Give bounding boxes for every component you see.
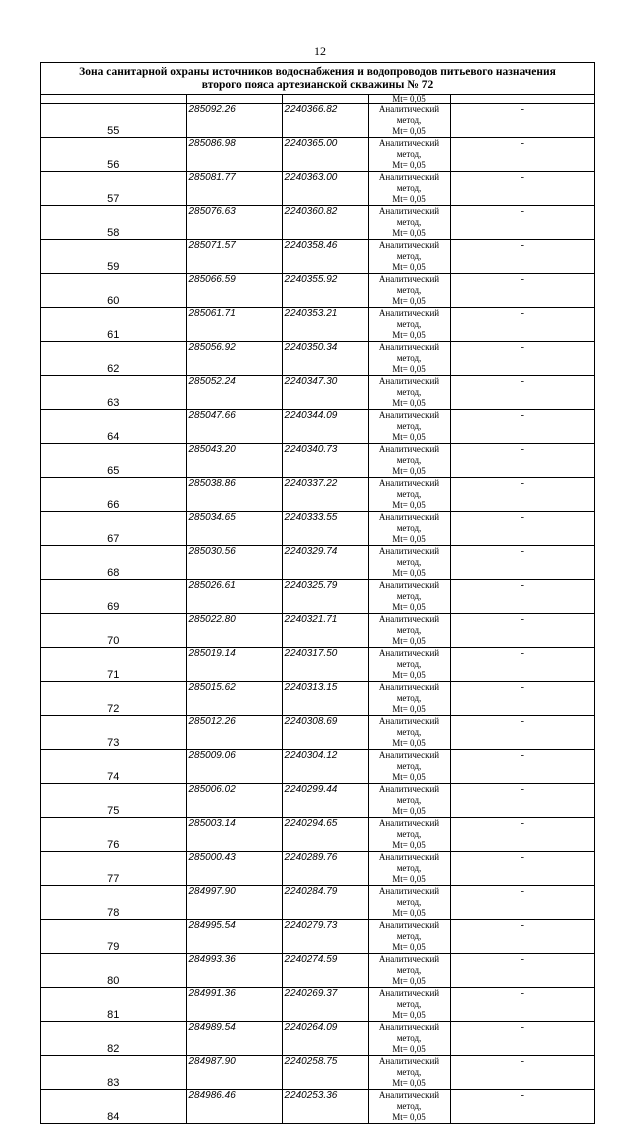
coord-y: 2240284.79 <box>282 886 368 920</box>
method-label: Аналитический метод, <box>378 920 440 941</box>
coord-x: 285022.80 <box>186 614 282 648</box>
table-title <box>41 63 594 95</box>
extra-cell: - <box>450 580 594 614</box>
table-row <box>41 274 594 308</box>
method-cell <box>368 512 450 546</box>
accuracy-value: Mt= 0,05 <box>392 670 426 680</box>
coord-x: 285066.59 <box>186 274 282 308</box>
table-row <box>41 784 594 818</box>
method-cell <box>368 682 450 716</box>
method-cell <box>368 410 450 444</box>
extra-cell: - <box>450 478 594 512</box>
extra-cell: - <box>450 1022 594 1056</box>
method-cell <box>368 478 450 512</box>
extra-cell: - <box>450 988 594 1022</box>
extra-cell: - <box>450 512 594 546</box>
method-cell <box>368 784 450 818</box>
extra-cell: - <box>450 648 594 682</box>
point-number: 79 <box>41 920 186 954</box>
coord-y: 2240289.76 <box>282 852 368 886</box>
point-number: 59 <box>41 240 186 274</box>
method-label: Аналитический метод, <box>378 750 440 771</box>
point-number: 66 <box>41 478 186 512</box>
coord-x: 285026.61 <box>186 580 282 614</box>
point-number: 64 <box>41 410 186 444</box>
table-row <box>41 342 594 376</box>
method-label: Аналитический метод, <box>378 580 440 601</box>
coord-y: 2240313.15 <box>282 682 368 716</box>
coord-y: 2240329.74 <box>282 546 368 580</box>
point-number: 65 <box>41 444 186 478</box>
extra-cell: - <box>450 954 594 988</box>
coord-y: 2240365.00 <box>282 138 368 172</box>
method-label: Аналитический метод, <box>378 478 440 499</box>
extra-cell: - <box>450 206 594 240</box>
coord-x: 284997.90 <box>186 886 282 920</box>
table-row <box>41 580 594 614</box>
extra-cell: - <box>450 852 594 886</box>
extra-cell: - <box>450 1056 594 1090</box>
title-line-1: Зона санитарной охраны источников водоснабжения и водопроводов питьевого назначения <box>79 66 556 78</box>
coord-x: 284991.36 <box>186 988 282 1022</box>
accuracy-value: Mt= 0,05 <box>392 840 426 850</box>
accuracy-value: Mt= 0,05 <box>392 908 426 918</box>
coord-y: 2240279.73 <box>282 920 368 954</box>
point-number: 72 <box>41 682 186 716</box>
coord-y: 2240355.92 <box>282 274 368 308</box>
table-row <box>41 954 594 988</box>
table-row <box>41 886 594 920</box>
accuracy-value: Mt= 0,05 <box>392 772 426 782</box>
coord-x: 284995.54 <box>186 920 282 954</box>
accuracy-value: Mt= 0,05 <box>392 398 426 408</box>
accuracy-value: Mt= 0,05 <box>392 1078 426 1088</box>
method-cell <box>368 1022 450 1056</box>
extra-cell: - <box>450 240 594 274</box>
cell-num <box>41 95 186 104</box>
method-label: Аналитический метод, <box>378 172 440 193</box>
extra-cell: - <box>450 274 594 308</box>
point-number: 63 <box>41 376 186 410</box>
coord-y: 2240321.71 <box>282 614 368 648</box>
method-cell <box>368 954 450 988</box>
point-number: 73 <box>41 716 186 750</box>
accuracy-value: Mt= 0,05 <box>392 636 426 646</box>
table-row <box>41 852 594 886</box>
method-label: Аналитический метод, <box>378 886 440 907</box>
point-number: 82 <box>41 1022 186 1056</box>
table-row <box>41 818 594 852</box>
coord-x: 285006.02 <box>186 784 282 818</box>
coord-x: 285015.62 <box>186 682 282 716</box>
coord-x: 284993.36 <box>186 954 282 988</box>
cell-y <box>282 95 368 104</box>
extra-cell: - <box>450 920 594 954</box>
method-cell <box>368 308 450 342</box>
method-cell <box>368 580 450 614</box>
point-number: 68 <box>41 546 186 580</box>
accuracy-value: Mt= 0,05 <box>392 1010 426 1020</box>
accuracy-value: Mt= 0,05 <box>392 432 426 442</box>
accuracy-value: Mt= 0,05 <box>392 1112 426 1122</box>
coord-y: 2240340.73 <box>282 444 368 478</box>
coord-y: 2240274.59 <box>282 954 368 988</box>
method-label: Аналитический метод, <box>378 104 440 125</box>
table-row <box>41 172 594 206</box>
coord-y: 2240344.09 <box>282 410 368 444</box>
extra-cell: - <box>450 138 594 172</box>
point-number: 80 <box>41 954 186 988</box>
point-number: 78 <box>41 886 186 920</box>
coord-x: 285003.14 <box>186 818 282 852</box>
cell-method: Mt= 0,05 <box>368 95 450 104</box>
point-number: 71 <box>41 648 186 682</box>
coord-x: 285056.92 <box>186 342 282 376</box>
method-cell <box>368 614 450 648</box>
coord-x: 285009.06 <box>186 750 282 784</box>
point-number: 83 <box>41 1056 186 1090</box>
table-row <box>41 988 594 1022</box>
table-row <box>41 512 594 546</box>
point-number: 58 <box>41 206 186 240</box>
method-cell <box>368 444 450 478</box>
point-number: 84 <box>41 1090 186 1124</box>
point-number: 60 <box>41 274 186 308</box>
table-row <box>41 920 594 954</box>
method-cell <box>368 104 450 138</box>
coord-y: 2240269.37 <box>282 988 368 1022</box>
coord-x: 285086.98 <box>186 138 282 172</box>
extra-cell: - <box>450 682 594 716</box>
coord-x: 285043.20 <box>186 444 282 478</box>
table-row <box>41 444 594 478</box>
method-cell <box>368 920 450 954</box>
table-row <box>41 240 594 274</box>
method-cell <box>368 546 450 580</box>
method-label: Аналитический метод, <box>378 240 440 261</box>
coord-y: 2240264.09 <box>282 1022 368 1056</box>
method-label: Аналитический метод, <box>378 342 440 363</box>
coord-x: 285071.57 <box>186 240 282 274</box>
method-label: Аналитический метод, <box>378 682 440 703</box>
coord-x: 285047.66 <box>186 410 282 444</box>
coord-x: 285000.43 <box>186 852 282 886</box>
method-cell <box>368 852 450 886</box>
method-label: Аналитический метод, <box>378 410 440 431</box>
method-label: Аналитический метод, <box>378 954 440 975</box>
method-cell <box>368 648 450 682</box>
method-label: Аналитический метод, <box>378 206 440 227</box>
point-number: 61 <box>41 308 186 342</box>
point-number: 75 <box>41 784 186 818</box>
accuracy-value: Mt= 0,05 <box>392 330 426 340</box>
extra-cell: - <box>450 716 594 750</box>
coord-x: 285019.14 <box>186 648 282 682</box>
coord-x: 285061.71 <box>186 308 282 342</box>
accuracy-value: Mt= 0,05 <box>392 466 426 476</box>
table-row <box>41 1022 594 1056</box>
accuracy-value: Mt= 0,05 <box>392 568 426 578</box>
method-label: Аналитический метод, <box>378 376 440 397</box>
method-label: Аналитический метод, <box>378 546 440 567</box>
accuracy-value: Mt= 0,05 <box>392 806 426 816</box>
coord-y: 2240325.79 <box>282 580 368 614</box>
accuracy-value: Mt= 0,05 <box>392 942 426 952</box>
coord-y: 2240337.22 <box>282 478 368 512</box>
accuracy-value: Mt= 0,05 <box>392 500 426 510</box>
table-row <box>41 478 594 512</box>
table-row <box>41 104 594 138</box>
method-cell <box>368 988 450 1022</box>
method-cell <box>368 274 450 308</box>
accuracy-value: Mt= 0,05 <box>392 738 426 748</box>
coord-x: 285012.26 <box>186 716 282 750</box>
coord-x: 285038.86 <box>186 478 282 512</box>
coord-y: 2240308.69 <box>282 716 368 750</box>
table-row <box>41 410 594 444</box>
table-row <box>41 308 594 342</box>
method-label: Аналитический метод, <box>378 512 440 533</box>
method-label: Аналитический метод, <box>378 138 440 159</box>
extra-cell: - <box>450 546 594 580</box>
table-row <box>41 682 594 716</box>
cell-x <box>186 95 282 104</box>
method-label: Аналитический метод, <box>378 852 440 873</box>
method-cell <box>368 716 450 750</box>
coord-x: 285092.26 <box>186 104 282 138</box>
extra-cell: - <box>450 410 594 444</box>
coord-x: 285030.56 <box>186 546 282 580</box>
coord-x: 285052.24 <box>186 376 282 410</box>
coord-y: 2240294.65 <box>282 818 368 852</box>
method-label: Аналитический метод, <box>378 988 440 1009</box>
method-label: Аналитический метод, <box>378 818 440 839</box>
method-label: Аналитический метод, <box>378 1090 440 1111</box>
coord-y: 2240358.46 <box>282 240 368 274</box>
extra-cell: - <box>450 172 594 206</box>
accuracy-value: Mt= 0,05 <box>392 1044 426 1054</box>
accuracy-value: Mt= 0,05 <box>392 126 426 136</box>
coord-x: 284987.90 <box>186 1056 282 1090</box>
accuracy-value: Mt= 0,05 <box>392 874 426 884</box>
point-number: 81 <box>41 988 186 1022</box>
accuracy-value: Mt= 0,05 <box>392 296 426 306</box>
method-cell <box>368 818 450 852</box>
method-label: Аналитический метод, <box>378 1056 440 1077</box>
coord-x: 285081.77 <box>186 172 282 206</box>
accuracy-value: Mt= 0,05 <box>392 364 426 374</box>
point-number: 67 <box>41 512 186 546</box>
method-cell <box>368 138 450 172</box>
coord-x: 285076.63 <box>186 206 282 240</box>
method-cell <box>368 172 450 206</box>
method-label: Аналитический метод, <box>378 716 440 737</box>
accuracy-value: Mt= 0,05 <box>392 262 426 272</box>
accuracy-value: Mt= 0,05 <box>392 194 426 204</box>
extra-cell: - <box>450 444 594 478</box>
table-row-continued <box>41 95 594 104</box>
method-label: Аналитический метод, <box>378 614 440 635</box>
point-number: 62 <box>41 342 186 376</box>
method-label: Аналитический метод, <box>378 274 440 295</box>
method-label: Аналитический метод, <box>378 308 440 329</box>
coord-y: 2240317.50 <box>282 648 368 682</box>
method-cell <box>368 206 450 240</box>
method-label: Аналитический метод, <box>378 784 440 805</box>
extra-cell: - <box>450 308 594 342</box>
method-label: Аналитический метод, <box>378 648 440 669</box>
coord-y: 2240366.82 <box>282 104 368 138</box>
method-cell <box>368 886 450 920</box>
coord-y: 2240360.82 <box>282 206 368 240</box>
coord-y: 2240353.21 <box>282 308 368 342</box>
point-number: 55 <box>41 104 186 138</box>
point-number: 77 <box>41 852 186 886</box>
table-row <box>41 546 594 580</box>
coordinates-table-frame <box>40 62 595 1124</box>
table-row <box>41 648 594 682</box>
cell-extra <box>450 95 594 104</box>
coord-y: 2240253.36 <box>282 1090 368 1124</box>
coord-y: 2240347.30 <box>282 376 368 410</box>
coord-y: 2240350.34 <box>282 342 368 376</box>
coord-x: 285034.65 <box>186 512 282 546</box>
extra-cell: - <box>450 886 594 920</box>
method-cell <box>368 240 450 274</box>
point-number: 76 <box>41 818 186 852</box>
extra-cell: - <box>450 784 594 818</box>
coord-y: 2240333.55 <box>282 512 368 546</box>
extra-cell: - <box>450 750 594 784</box>
extra-cell: - <box>450 818 594 852</box>
coord-y: 2240258.75 <box>282 1056 368 1090</box>
point-number: 69 <box>41 580 186 614</box>
method-cell <box>368 1090 450 1124</box>
coordinates-table <box>41 95 594 1123</box>
point-number: 70 <box>41 614 186 648</box>
table-row <box>41 1056 594 1090</box>
coord-x: 284986.46 <box>186 1090 282 1124</box>
method-label: Аналитический метод, <box>378 444 440 465</box>
extra-cell: - <box>450 104 594 138</box>
accuracy-value: Mt= 0,05 <box>392 602 426 612</box>
coord-y: 2240304.12 <box>282 750 368 784</box>
extra-cell: - <box>450 376 594 410</box>
method-cell <box>368 376 450 410</box>
table-row <box>41 206 594 240</box>
extra-cell: - <box>450 1090 594 1124</box>
table-row <box>41 750 594 784</box>
accuracy-value: Mt= 0,05 <box>392 534 426 544</box>
method-label: Аналитический метод, <box>378 1022 440 1043</box>
extra-cell: - <box>450 614 594 648</box>
extra-cell: - <box>450 342 594 376</box>
accuracy-value: Mt= 0,05 <box>392 228 426 238</box>
point-number: 56 <box>41 138 186 172</box>
coord-y: 2240299.44 <box>282 784 368 818</box>
title-line-2: второго пояса артезианской скважины № 72 <box>201 79 434 91</box>
method-cell <box>368 342 450 376</box>
table-row <box>41 138 594 172</box>
method-cell <box>368 750 450 784</box>
point-number: 57 <box>41 172 186 206</box>
method-cell <box>368 1056 450 1090</box>
table-row <box>41 614 594 648</box>
accuracy-value: Mt= 0,05 <box>392 160 426 170</box>
accuracy-value: Mt= 0,05 <box>392 976 426 986</box>
table-row <box>41 1090 594 1124</box>
table-row <box>41 716 594 750</box>
coord-y: 2240363.00 <box>282 172 368 206</box>
table-row <box>41 376 594 410</box>
page-number: 12 <box>314 44 326 58</box>
point-number: 74 <box>41 750 186 784</box>
coord-x: 284989.54 <box>186 1022 282 1056</box>
accuracy-value: Mt= 0,05 <box>392 704 426 714</box>
